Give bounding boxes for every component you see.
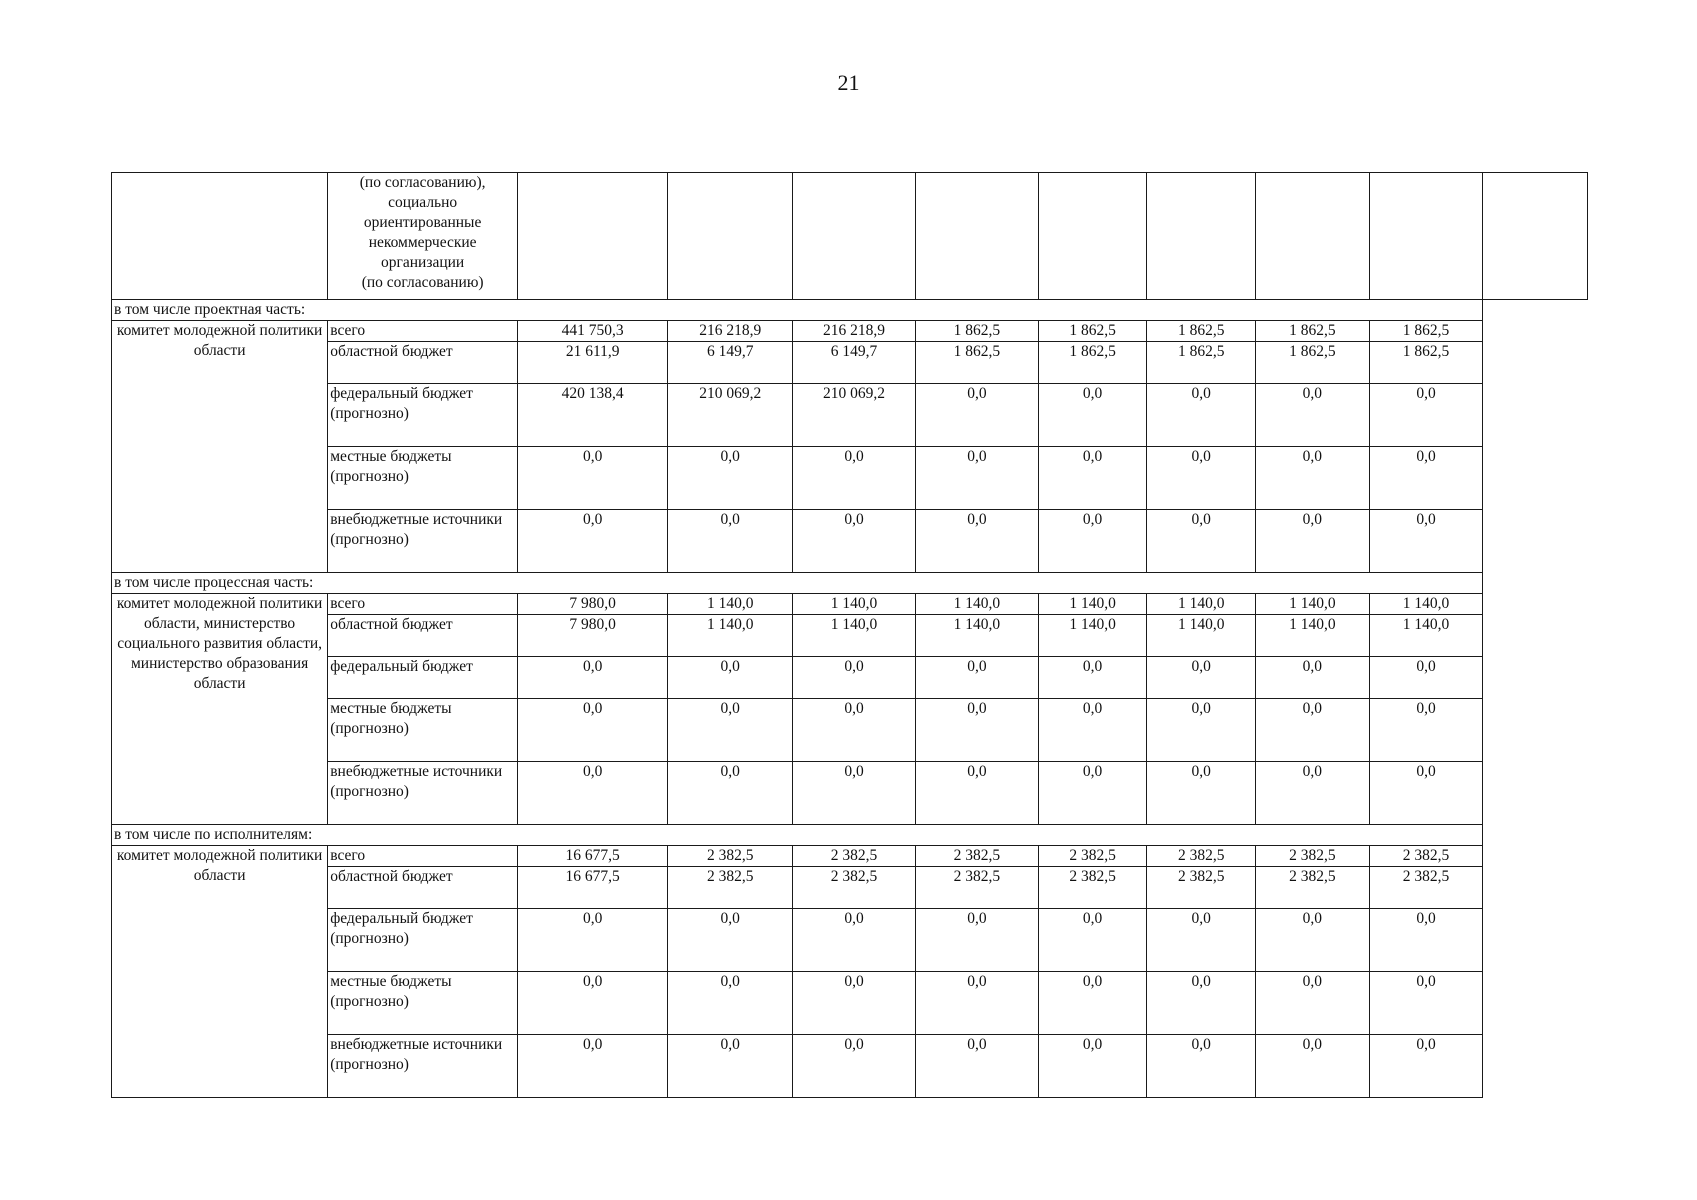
value-cell: 0,0 [668, 762, 793, 825]
value-cell: 0,0 [915, 510, 1038, 573]
value-cell: 0,0 [793, 909, 916, 972]
value-cell: 0,0 [518, 510, 668, 573]
value-cell: 0,0 [668, 510, 793, 573]
table-row [112, 615, 1588, 657]
value-cell: 7 980,0 [518, 594, 668, 615]
value-cell: 2 382,5 [1038, 846, 1147, 867]
value-cell: 2 382,5 [1369, 846, 1483, 867]
value-cell: 1 862,5 [1147, 321, 1256, 342]
executor-cell [328, 173, 518, 300]
section-header: в том числе по исполнителям: [112, 825, 1483, 846]
value-cell: 1 140,0 [915, 615, 1038, 657]
value-cell: 0,0 [793, 762, 916, 825]
funding-source-cell: всего [328, 594, 518, 615]
funding-source-cell: федеральный бюджет [328, 657, 518, 699]
value-cell: 0,0 [1256, 699, 1370, 762]
table-row [112, 342, 1588, 384]
value-cell: 0,0 [1038, 447, 1147, 510]
executor-line: социально [388, 194, 458, 211]
funding-source-cell: областной бюджет [328, 615, 518, 657]
value-cell: 0,0 [915, 384, 1038, 447]
executor-line: ориентированные [363, 214, 482, 231]
value-cell: 0,0 [1038, 699, 1147, 762]
value-cell: 0,0 [1147, 384, 1256, 447]
table-row [112, 972, 1588, 1035]
value-cell: 0,0 [1038, 1035, 1147, 1098]
value-cell: 2 382,5 [1256, 867, 1370, 909]
value-cell: 1 140,0 [1147, 594, 1256, 615]
table-row [112, 173, 1588, 300]
table-row [112, 594, 1588, 615]
value-cell: 0,0 [668, 1035, 793, 1098]
funding-source-cell: всего [328, 846, 518, 867]
value-cell: 0,0 [1038, 972, 1147, 1035]
value-cell: 420 138,4 [518, 384, 668, 447]
value-cell: 1 140,0 [915, 594, 1038, 615]
value-cell: 0,0 [1369, 972, 1483, 1035]
value-cell: 0,0 [915, 1035, 1038, 1098]
value-cell: 0,0 [668, 699, 793, 762]
funding-source-cell: местные бюджеты (прогнозно) [328, 447, 518, 510]
section-header: в том числе проектная часть: [112, 300, 1483, 321]
value-cell: 1 140,0 [1038, 615, 1147, 657]
value-cell: 7 980,0 [518, 615, 668, 657]
value-cell: 0,0 [915, 909, 1038, 972]
value-cell [668, 173, 793, 300]
funding-source-cell: внебюджетные источники (прогнозно) [328, 1035, 518, 1098]
value-cell: 0,0 [1038, 657, 1147, 699]
value-cell: 0,0 [793, 972, 916, 1035]
value-cell: 0,0 [1147, 699, 1256, 762]
table-row [112, 699, 1588, 762]
value-cell: 2 382,5 [668, 867, 793, 909]
value-cell [1369, 173, 1483, 300]
value-cell: 0,0 [1147, 1035, 1256, 1098]
value-cell: 0,0 [1369, 699, 1483, 762]
value-cell: 0,0 [1256, 909, 1370, 972]
value-cell: 0,0 [1256, 762, 1370, 825]
value-cell [1256, 173, 1370, 300]
value-cell: 6 149,7 [793, 342, 916, 384]
value-cell: 0,0 [518, 657, 668, 699]
value-cell: 2 382,5 [1256, 846, 1370, 867]
value-cell: 0,0 [518, 909, 668, 972]
value-cell: 0,0 [1256, 384, 1370, 447]
funding-source-cell: областной бюджет [328, 342, 518, 384]
executor-line: организации [381, 254, 465, 271]
value-cell: 1 862,5 [1369, 342, 1483, 384]
table-row [112, 846, 1588, 867]
table-row [112, 321, 1588, 342]
value-cell: 0,0 [1256, 447, 1370, 510]
value-cell: 0,0 [518, 699, 668, 762]
value-cell: 1 862,5 [1256, 342, 1370, 384]
value-cell: 2 382,5 [793, 846, 916, 867]
value-cell: 0,0 [793, 657, 916, 699]
value-cell: 0,0 [915, 657, 1038, 699]
value-cell: 16 677,5 [518, 846, 668, 867]
value-cell: 16 677,5 [518, 867, 668, 909]
value-cell: 0,0 [668, 972, 793, 1035]
value-cell: 0,0 [1038, 510, 1147, 573]
value-cell: 1 140,0 [1256, 615, 1370, 657]
value-cell: 2 382,5 [1369, 867, 1483, 909]
value-cell: 1 140,0 [1038, 594, 1147, 615]
value-cell: 0,0 [1369, 762, 1483, 825]
value-cell: 6 149,7 [668, 342, 793, 384]
table-row [112, 1035, 1588, 1098]
value-cell: 0,0 [518, 447, 668, 510]
value-cell: 0,0 [915, 972, 1038, 1035]
value-cell: 0,0 [1147, 762, 1256, 825]
value-cell: 0,0 [668, 447, 793, 510]
executor-line: (по согласованию), [359, 174, 486, 191]
funding-source-cell: внебюджетные источники (прогнозно) [328, 762, 518, 825]
value-cell: 0,0 [1369, 384, 1483, 447]
value-cell: 0,0 [915, 699, 1038, 762]
value-cell: 1 862,5 [1038, 342, 1147, 384]
value-cell: 0,0 [793, 447, 916, 510]
value-cell: 0,0 [915, 762, 1038, 825]
value-cell: 0,0 [668, 657, 793, 699]
value-cell [1147, 173, 1256, 300]
value-cell: 216 218,9 [793, 321, 916, 342]
funding-source-cell: местные бюджеты (прогнозно) [328, 699, 518, 762]
table-row [112, 510, 1588, 573]
value-cell: 0,0 [518, 762, 668, 825]
funding-source-cell: внебюджетные источники (прогнозно) [328, 510, 518, 573]
value-cell: 0,0 [518, 972, 668, 1035]
value-cell: 0,0 [1147, 972, 1256, 1035]
funding-source-cell: всего [328, 321, 518, 342]
sections-body [112, 300, 1588, 1098]
value-cell: 0,0 [668, 909, 793, 972]
value-cell: 0,0 [1147, 447, 1256, 510]
value-cell: 0,0 [793, 699, 916, 762]
value-cell: 0,0 [1147, 510, 1256, 573]
value-cell: 2 382,5 [915, 846, 1038, 867]
value-cell: 0,0 [915, 447, 1038, 510]
value-cell [793, 173, 916, 300]
value-cell: 1 140,0 [793, 615, 916, 657]
value-cell [1483, 173, 1588, 300]
value-cell: 0,0 [1369, 510, 1483, 573]
value-cell: 0,0 [1256, 510, 1370, 573]
value-cell: 0,0 [1038, 909, 1147, 972]
value-cell: 0,0 [1369, 447, 1483, 510]
funding-source-cell: федеральный бюджет (прогнозно) [328, 384, 518, 447]
value-cell: 1 862,5 [1256, 321, 1370, 342]
table-row [112, 909, 1588, 972]
table-row [112, 867, 1588, 909]
value-cell: 441 750,3 [518, 321, 668, 342]
value-cell: 0,0 [793, 1035, 916, 1098]
value-cell: 0,0 [1256, 657, 1370, 699]
value-cell: 1 862,5 [1147, 342, 1256, 384]
section-header-row [112, 573, 1588, 594]
executor-line: (по согласованию) [361, 274, 484, 291]
value-cell: 0,0 [1369, 909, 1483, 972]
table-row [112, 657, 1588, 699]
value-cell: 0,0 [1256, 972, 1370, 1035]
program-name-cell [112, 173, 328, 300]
table-row [112, 384, 1588, 447]
funding-source-cell: областной бюджет [328, 867, 518, 909]
executor-line: некоммерческие [368, 234, 477, 251]
value-cell: 1 140,0 [668, 615, 793, 657]
value-cell: 0,0 [1038, 762, 1147, 825]
value-cell [915, 173, 1038, 300]
value-cell: 1 140,0 [793, 594, 916, 615]
budget-table [111, 172, 1588, 1098]
value-cell: 1 140,0 [1147, 615, 1256, 657]
source-cell [518, 173, 668, 300]
value-cell: 1 140,0 [1369, 615, 1483, 657]
executor-cell: комитет молодежной политики области [112, 321, 328, 573]
value-cell: 1 140,0 [1256, 594, 1370, 615]
value-cell: 1 140,0 [1369, 594, 1483, 615]
value-cell: 2 382,5 [915, 867, 1038, 909]
value-cell: 0,0 [1147, 909, 1256, 972]
value-cell: 1 862,5 [1038, 321, 1147, 342]
value-cell: 2 382,5 [793, 867, 916, 909]
executor-cell: комитет молодежной политики области, министерство социального развития области, министерство образования области [112, 594, 328, 825]
executor-cell: комитет молодежной политики области [112, 846, 328, 1098]
table-row [112, 762, 1588, 825]
value-cell: 21 611,9 [518, 342, 668, 384]
value-cell: 210 069,2 [793, 384, 916, 447]
value-cell: 0,0 [793, 510, 916, 573]
table-row [112, 447, 1588, 510]
section-header: в том числе процессная часть: [112, 573, 1483, 594]
value-cell: 1 862,5 [1369, 321, 1483, 342]
funding-source-cell: федеральный бюджет (прогнозно) [328, 909, 518, 972]
section-header-row [112, 300, 1588, 321]
value-cell: 0,0 [1369, 1035, 1483, 1098]
value-cell: 0,0 [1038, 384, 1147, 447]
value-cell: 216 218,9 [668, 321, 793, 342]
value-cell: 0,0 [1369, 657, 1483, 699]
value-cell: 1 862,5 [915, 321, 1038, 342]
page-number: 21 [837, 70, 860, 95]
value-cell: 2 382,5 [1147, 867, 1256, 909]
value-cell: 210 069,2 [668, 384, 793, 447]
value-cell: 1 140,0 [668, 594, 793, 615]
funding-source-cell: местные бюджеты (прогнозно) [328, 972, 518, 1035]
value-cell: 1 862,5 [915, 342, 1038, 384]
value-cell: 2 382,5 [1038, 867, 1147, 909]
value-cell: 0,0 [1256, 1035, 1370, 1098]
value-cell: 0,0 [1147, 657, 1256, 699]
value-cell: 2 382,5 [1147, 846, 1256, 867]
section-header-row [112, 825, 1588, 846]
value-cell [1038, 173, 1147, 300]
value-cell: 2 382,5 [668, 846, 793, 867]
value-cell: 0,0 [518, 1035, 668, 1098]
